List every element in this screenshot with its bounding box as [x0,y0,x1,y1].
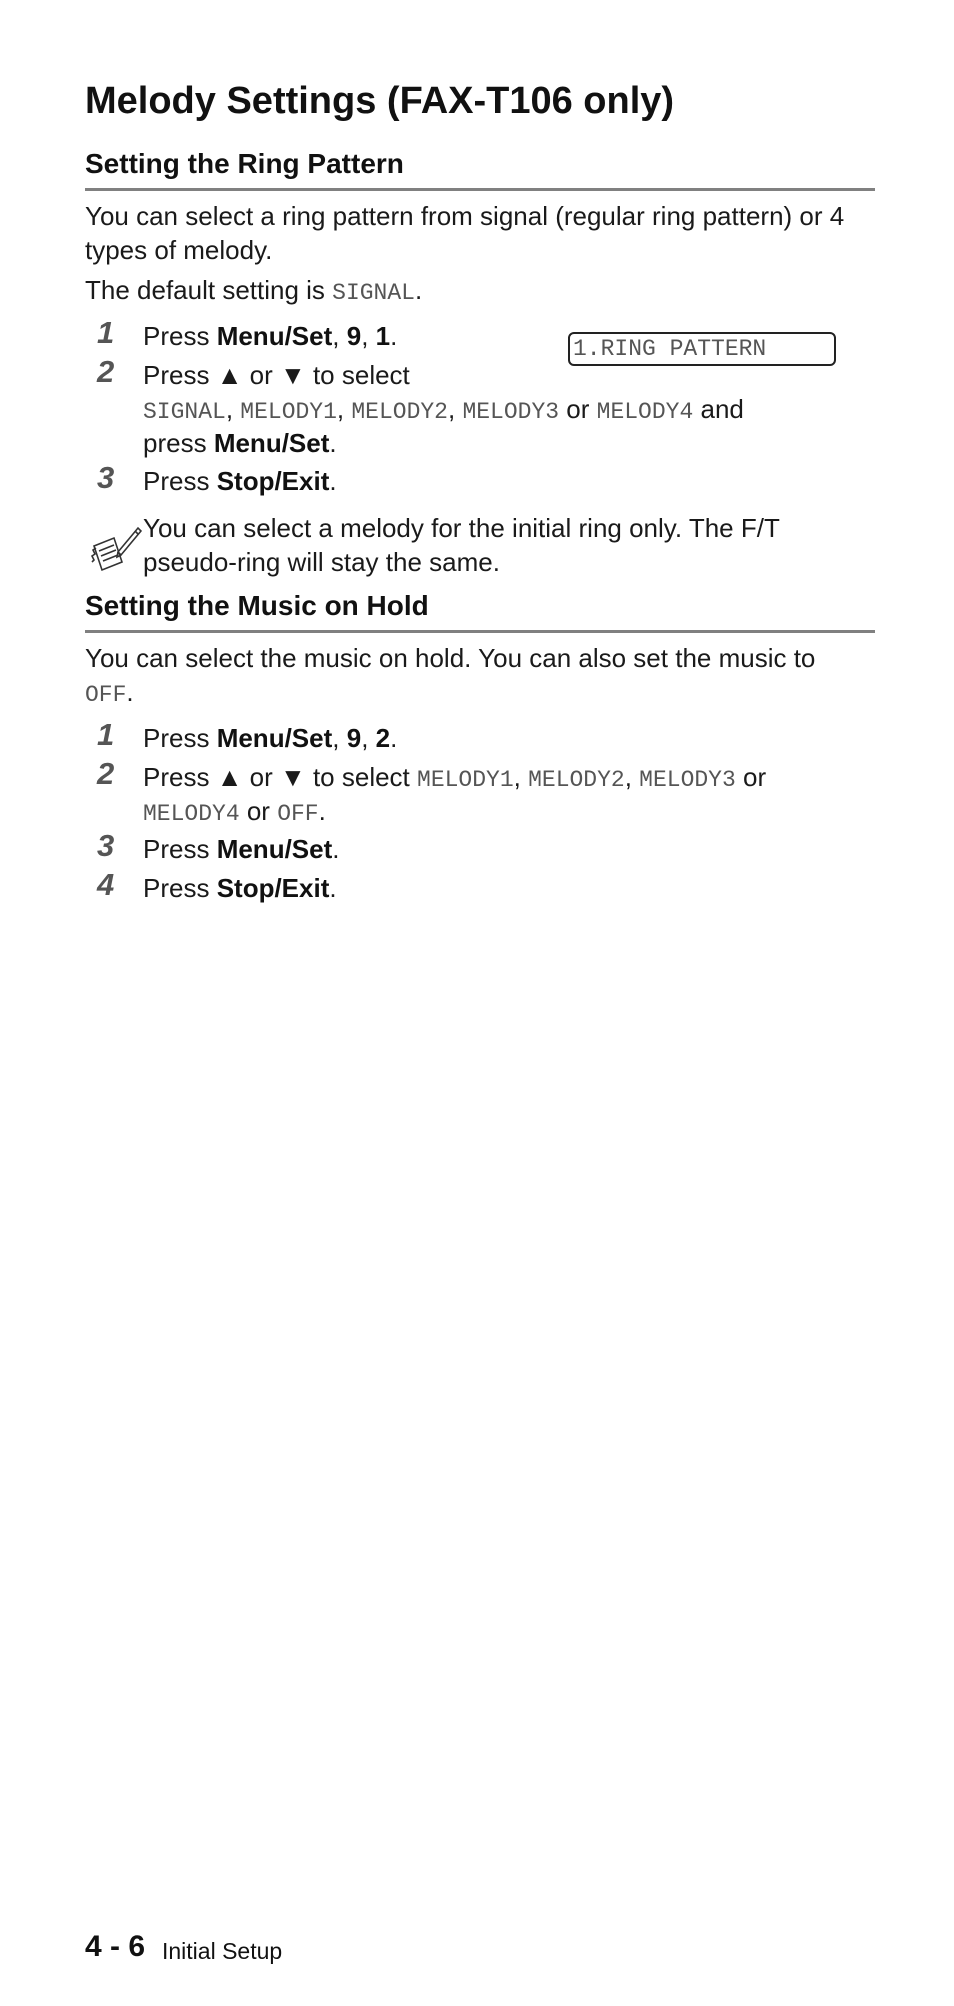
text: , [361,723,376,753]
step-text [143,319,397,353]
page-title: Melody Settings (FAX-T106 only) [85,80,675,122]
text: Press [143,723,217,753]
step-number: 2 [97,354,115,389]
down-arrow-icon: ▼ [280,360,306,390]
ring-pattern-intro: You can select a ring pattern from signal (regular ring pattern) or 4 types of melody. [85,201,845,265]
text: or [242,762,280,792]
text: . [318,796,326,826]
text: and [693,394,744,424]
step-text [143,358,410,392]
page-number: 4 - 6 [85,1930,146,1963]
option-melody3: MELODY3 [462,399,560,425]
text: or [559,394,597,424]
text: , [624,762,640,792]
text: or [239,796,278,826]
step-number: 3 [97,460,115,495]
step-text [143,426,337,460]
step-text [143,464,337,498]
text: Press [143,321,217,351]
key-menu-set: Menu/Set [216,321,333,351]
step-number: 1 [97,315,115,350]
key-menu-set: Menu/Set [216,834,333,864]
key-menu-set: Menu/Set [213,428,330,458]
text: , [332,723,347,753]
step-text [143,871,337,905]
default-setting-line [85,273,875,310]
text: press [143,428,214,458]
step-text [143,721,397,755]
text: Press [143,873,217,903]
option-melody2: MELODY2 [351,399,448,425]
option-melody1: MELODY1 [240,399,337,425]
text: Press [143,466,217,496]
key-9: 9 [346,723,362,753]
option-melody4: MELODY4 [596,399,694,425]
section-heading-ring-pattern: Setting the Ring Pattern [85,148,404,179]
text: . [329,873,337,903]
up-arrow-icon: ▲ [216,360,243,390]
text: Press [143,360,217,390]
text: or [242,360,280,390]
step-number: 3 [97,828,115,863]
step-number: 4 [97,867,115,902]
text: , [332,321,347,351]
step-text [143,392,744,429]
key-menu-set: Menu/Set [216,723,333,753]
text: . [390,723,398,753]
default-value: SIGNAL [332,280,415,306]
option-signal: SIGNAL [143,399,226,425]
text: You can select the music on hold. You can also set the music to [85,643,816,673]
step-text [143,760,766,797]
step-text [143,794,326,831]
down-arrow-icon: ▼ [280,762,306,792]
text: . [332,834,340,864]
text: . [126,677,134,707]
text: . [329,466,337,496]
text: or [735,762,767,792]
option-off: OFF [277,801,319,827]
option-melody1: MELODY1 [417,767,514,793]
text: , [361,321,376,351]
default-suffix: . [414,275,423,305]
option-melody4: MELODY4 [143,801,240,827]
text: Press [143,762,217,792]
text: , [225,394,241,424]
option-melody2: MELODY2 [528,767,625,793]
key-9: 9 [346,321,362,351]
text: , [336,394,352,424]
note-text: You can select a melody for the initial ring only. The F/T pseudo-ring will stay the same. [143,513,780,577]
music-on-hold-intro [85,641,875,712]
step-text [143,832,340,866]
key-stop-exit: Stop/Exit [216,873,330,903]
default-prefix: The default setting is [85,275,333,305]
text: to select [305,360,410,390]
option-off: OFF [85,682,127,708]
note-pencil-icon [90,524,142,574]
key-stop-exit: Stop/Exit [216,466,330,496]
text: . [390,321,398,351]
text: , [513,762,529,792]
section-rule [85,630,875,633]
text: to select [305,762,418,792]
key-2: 2 [375,723,391,753]
text: , [447,394,463,424]
text: . [329,428,337,458]
text: Press [143,834,217,864]
section-rule [85,188,875,191]
option-melody3: MELODY3 [639,767,736,793]
section-heading-music-on-hold: Setting the Music on Hold [85,590,429,621]
lcd-display: 1.RING PATTERN [568,332,836,366]
up-arrow-icon: ▲ [216,762,243,792]
key-1: 1 [375,321,391,351]
footer-section-label: Initial Setup [162,1938,283,1964]
step-number: 2 [97,756,115,791]
step-number: 1 [97,717,115,752]
